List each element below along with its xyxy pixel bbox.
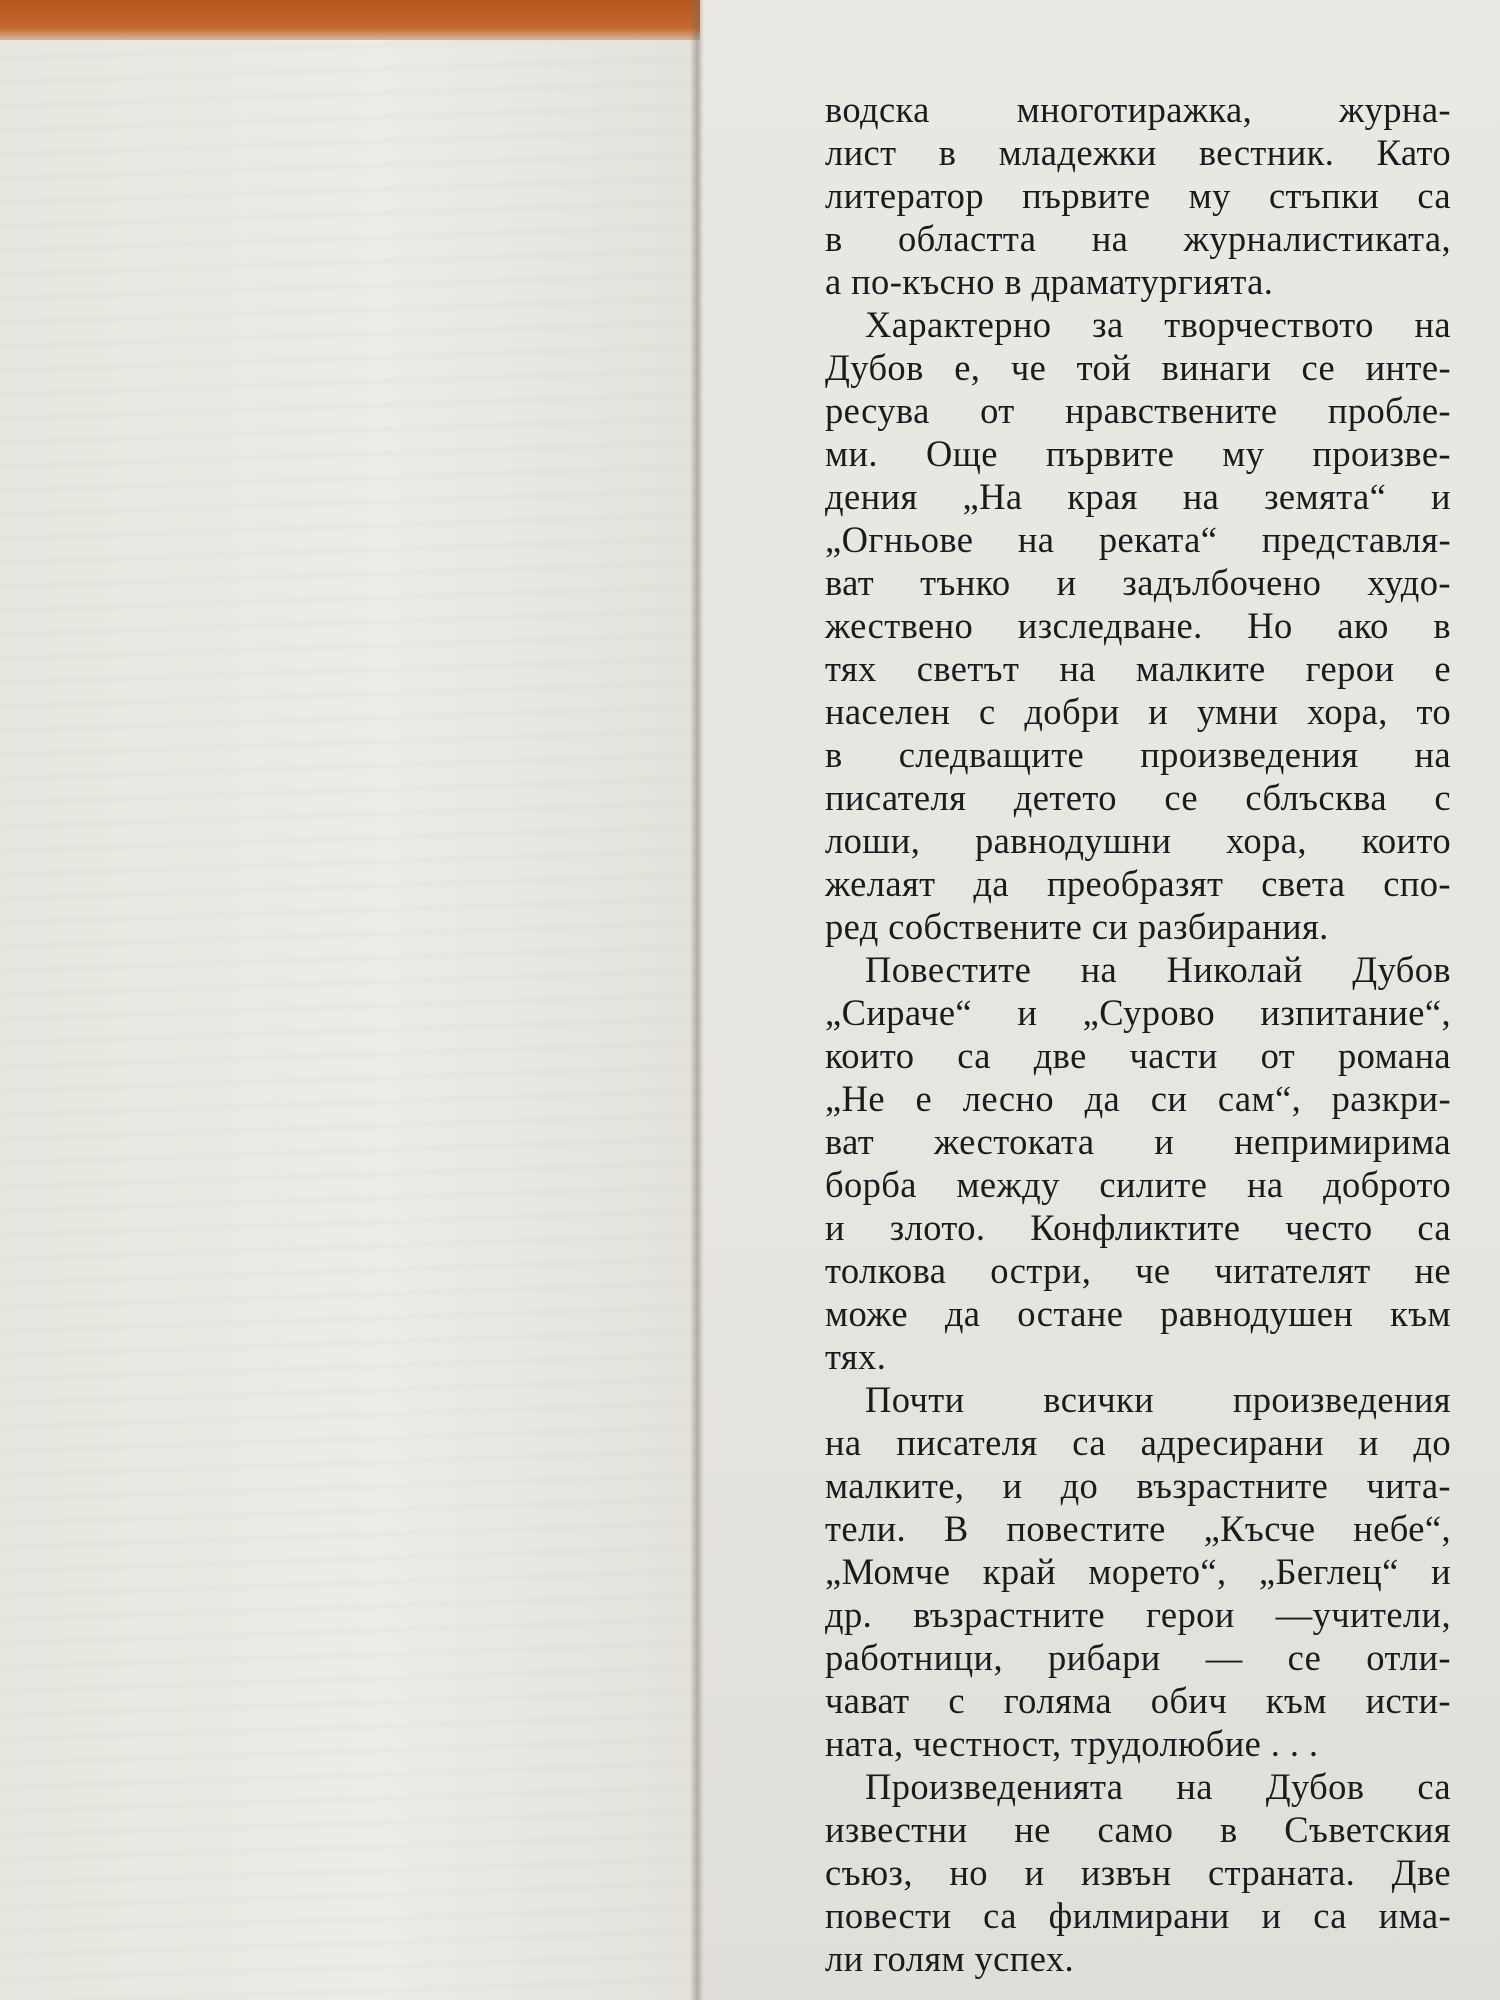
text-line: Дубов е, че той винаги се инте- [825, 347, 1451, 388]
text-line: работници, рибари — се отли- [825, 1637, 1451, 1678]
paragraph [825, 88, 1451, 303]
text-line: жествено изследване. Но ако в [825, 605, 1451, 646]
text-line: тях. [825, 1336, 887, 1377]
paragraph [825, 948, 1451, 1378]
text-line: населен с добри и умни хора, то [825, 691, 1451, 732]
text-line: „Не е лесно да си сам“, разкри- [825, 1078, 1451, 1119]
text-line: толкова остри, че читателят не [825, 1250, 1451, 1291]
text-line: чават с голяма обич към исти- [825, 1680, 1451, 1721]
text-line: лоши, равнодушни хора, които [825, 820, 1451, 861]
text-line: ват тънко и задълбочено худо- [825, 562, 1451, 603]
cover-edge-strip [0, 0, 700, 40]
text-line: ват жестоката и непримирима [825, 1121, 1451, 1162]
text-line: повести са филмирани и са има- [825, 1895, 1451, 1936]
text-line: в областта на журналистиката, [825, 218, 1451, 259]
text-line: ресува от нравствените пробле- [825, 390, 1451, 431]
text-line: известни не само в Съветския [825, 1809, 1451, 1850]
text-line: тели. В повестите „Късче небе“, [825, 1508, 1451, 1549]
text-line: литератор първите му стъпки са [825, 175, 1451, 216]
text-line: „Огньове на реката“ представля- [825, 519, 1451, 560]
text-line: водска многотиражка, журна- [825, 89, 1451, 130]
text-line: лист в младежки вестник. Като [825, 132, 1451, 173]
text-line: Характерно за творчеството на [865, 304, 1451, 345]
page-fold-shadow [690, 0, 704, 2000]
text-line: „Сираче“ и „Сурово изпитание“, [825, 992, 1451, 1033]
left-blank-page [0, 40, 700, 2000]
text-line: „Момче край морето“, „Беглец“ и [825, 1551, 1451, 1592]
paragraph [825, 1765, 1451, 1980]
text-line: на писателя са адресирани и до [825, 1422, 1451, 1463]
paragraph [825, 303, 1451, 948]
text-line: ната, честност, трудолюбие . . . [825, 1723, 1319, 1764]
text-line: ли голям успех. [825, 1938, 1075, 1979]
text-line: може да остане равнодушен към [825, 1293, 1451, 1334]
text-line: желаят да преобразят света спо- [825, 863, 1451, 904]
text-line: малките, и до възрастните чита- [825, 1465, 1451, 1506]
text-line: др. възрастните герои —учители, [825, 1594, 1451, 1635]
text-line: тях светът на малките герои е [825, 648, 1451, 689]
text-line: в следващите произведения на [825, 734, 1451, 775]
text-line: и злото. Конфликтите често са [825, 1207, 1451, 1248]
body-text-column [825, 88, 1451, 1980]
text-line: борба между силите на доброто [825, 1164, 1451, 1205]
text-line: дения „На края на земята“ и [825, 476, 1451, 517]
text-line: ми. Още първите му произве- [825, 433, 1451, 474]
text-line: а по-късно в драматургията. [825, 261, 1274, 302]
text-line: ред собствените си разбирания. [825, 906, 1329, 947]
text-line: съюз, но и извън страната. Две [825, 1852, 1451, 1893]
text-line: Повестите на Николай Дубов [865, 949, 1451, 990]
text-line: Произведенията на Дубов са [865, 1766, 1451, 1807]
paragraph [825, 1378, 1451, 1765]
text-line: Почти всички произведения [865, 1379, 1451, 1420]
text-line: писателя детето се сблъсква с [825, 777, 1451, 818]
text-line: които са две части от романа [825, 1035, 1451, 1076]
